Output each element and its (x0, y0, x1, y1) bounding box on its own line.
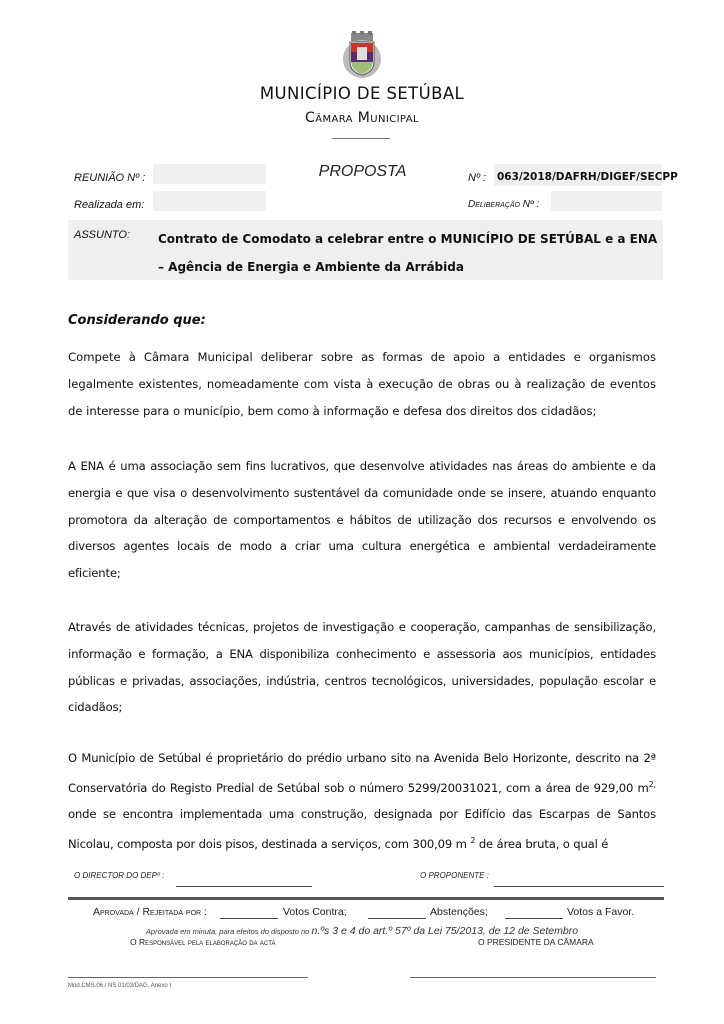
presidente-signature-line[interactable] (410, 977, 656, 978)
deliberacao-field[interactable] (551, 191, 662, 211)
considerando-heading: Considerando que: (68, 313, 206, 328)
presidente-label: O PRESIDENTE DA CÂMARA (478, 937, 594, 947)
director-label: O DIRECTOR DO DEPº : (74, 871, 165, 880)
minuta-note-small: Aprovada em minuta, para efeitos do disposto no (145, 927, 312, 936)
director-signature-line[interactable] (176, 886, 312, 887)
paragraph-4-part2: onde se encontra implementada uma construção, designada por Edifício das Escarpas de Santos Nicolau, composta por dois pisos, destinada a serviços, com 300,09 m (68, 807, 656, 852)
responsavel-signature-line[interactable] (68, 977, 308, 978)
contra-blank[interactable] (368, 918, 426, 919)
numero-label: Nº : (468, 172, 487, 184)
responsavel-label: O Responsável pela elaboração da acta (130, 937, 276, 947)
proponente-label: O PROPONENTE : (420, 871, 489, 880)
minuta-note-law: n.ºs 3 e 4 do art.º 57º da Lei 75/2013, de 12 de Setembro (311, 925, 579, 937)
abstencoes-blank[interactable] (505, 918, 563, 919)
assunto-text: Contrato de Comodato a celebrar entre o MUNICÍPIO DE SETÚBAL e a ENA – Agência de Energia e Ambiente da Arrábida (158, 232, 658, 274)
reuniao-field[interactable] (153, 164, 266, 184)
section-divider (68, 897, 664, 900)
realizada-label: Realizada em: (74, 199, 145, 211)
paragraph-2: A ENA é uma associação sem fins lucrativos, que desenvolve atividades nas áreas do ambiente e da energia e que visa o desenvolvimento sustentável da comunidade onde se insere, atuando enquanto promotora da alteração de comportamentos e hábitos de utilização dos recursos e envolvendo os diversos agentes locais de modo a criar uma cultura energética e ambiental verdadeiramente eficiente; (68, 459, 656, 581)
paragraph-4 (68, 745, 656, 858)
abstencoes-label: Abstenções; (430, 906, 488, 918)
votos-favor-label: Votos a Favor. (567, 906, 635, 918)
approved-label: Aprovada / Rejeitada por : (93, 906, 207, 918)
paragraph-4-part1: O Município de Setúbal é proprietário do prédio urbano sito na Avenida Belo Horizonte, descrito na 2ª Conservatória do Registo Predial de Setúbal sob o número 5299/20031021, com a área de 929,00 m (68, 751, 656, 795)
coat-of-arms-logo-icon (337, 30, 387, 80)
paragraph-4-part3: de área bruta, o qual é (475, 837, 609, 852)
paragraph-3: Através de atividades técnicas, projetos de investigação e cooperação, campanhas de sensibilização, informação e formação, a ENA disponibiliza conhecimento e assessoria aos municípios, entidades públicas e privadas, associações, indústria, centros tecnológicos, universidades, população escolar e cidadãos; (68, 620, 656, 715)
deliberacao-label: Deliberação Nº : (468, 199, 540, 210)
paragraph-1: Compete à Câmara Municipal deliberar sobre as formas de apoio a entidades e organismos legalmente existentes, nomeadamente com vista à execução de obras ou à realização de eventos de interesse para o município, bem como à informação e defesa dos direitos dos cidadãos; (68, 350, 656, 418)
proponente-signature-line[interactable] (494, 886, 664, 887)
chamber-name: Câmara Municipal (305, 110, 419, 126)
title-divider (332, 138, 390, 139)
assunto-label: ASSUNTO: (74, 229, 131, 241)
proposta-title: PROPOSTA (318, 163, 407, 180)
reuniao-label: REUNIÃO Nº : (74, 172, 146, 184)
municipality-name: MUNICÍPIO DE SETÚBAL (259, 84, 465, 103)
votos-contra-label: Votos Contra; (283, 906, 347, 918)
model-reference: Mod.CMS.06 / NS 01/03/DAG, Anexo I (68, 983, 172, 989)
minuta-note (0, 925, 724, 937)
approved-blank[interactable] (220, 918, 278, 919)
realizada-field[interactable] (153, 191, 266, 211)
numero-value: 063/2018/DAFRH/DIGEF/SECPP (497, 171, 678, 183)
superscript-2: 2 (470, 836, 476, 846)
superscript-1: 2, (648, 779, 656, 789)
